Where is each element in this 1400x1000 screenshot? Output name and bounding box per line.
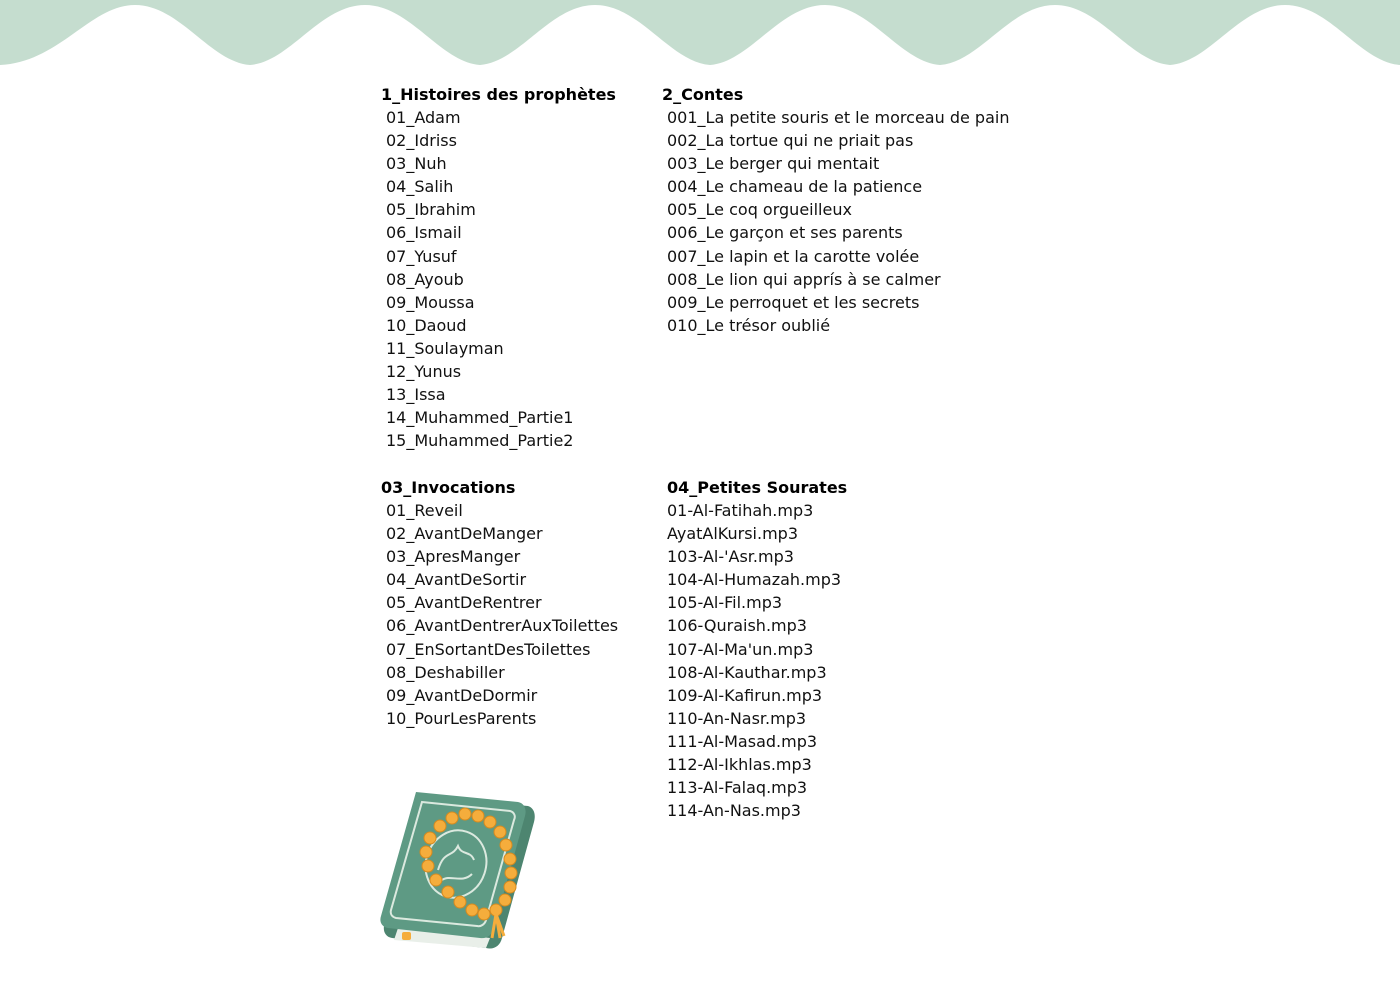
- list-item: 114-An-Nas.mp3: [667, 801, 801, 821]
- section-contes: [662, 83, 1009, 337]
- list-item: 005_Le coq orgueilleux: [667, 200, 852, 220]
- list-item: 08_Ayoub: [386, 269, 464, 289]
- list-item: 05_AvantDeRentrer: [386, 593, 542, 613]
- section-invocations: [381, 476, 618, 730]
- list-item: 002_La tortue qui ne priait pas: [667, 131, 914, 151]
- list-item: 009_Le perroquet et les secrets: [667, 292, 920, 312]
- list-invocations: [381, 499, 618, 730]
- list-item: 010_Le trésor oublié: [667, 315, 831, 335]
- list-item: 08_Deshabiller: [386, 662, 505, 682]
- list-item: 09_AvantDeDormir: [386, 685, 538, 705]
- list-item: 104-Al-Humazah.mp3: [667, 570, 842, 590]
- list-item: 06_Ismail: [386, 223, 462, 243]
- list-item: 03_Nuh: [386, 154, 447, 174]
- list-item: 112-Al-Ikhlas.mp3: [667, 755, 812, 775]
- list-item: 108-Al-Kauthar.mp3: [667, 662, 827, 682]
- list-item: 110-An-Nasr.mp3: [667, 708, 807, 728]
- list-item: 109-Al-Kafirun.mp3: [667, 685, 823, 705]
- list-contes: [662, 106, 1009, 337]
- list-item: 004_Le chameau de la patience: [667, 177, 923, 197]
- list-item: 008_Le lion qui apprís à se calmer: [667, 269, 941, 289]
- list-item: 01_Adam: [386, 108, 461, 127]
- list-item: 10_Daoud: [386, 315, 467, 335]
- list-item: 11_Soulayman: [386, 338, 504, 358]
- list-item: 103-Al-'Asr.mp3: [667, 547, 794, 567]
- list-item: 15_Muhammed_Partie2: [386, 431, 574, 451]
- section-prophets: [381, 83, 616, 452]
- list-item: 13_Issa: [386, 385, 446, 405]
- list-item: 07_EnSortantDesToilettes: [386, 639, 591, 659]
- list-item: 03_ApresManger: [386, 547, 521, 567]
- list-item: 006_Le garçon et ses parents: [667, 223, 903, 243]
- list-item: AyatAlKursi.mp3: [667, 524, 798, 544]
- list-item: 113-Al-Falaq.mp3: [667, 778, 808, 798]
- list-sourates: [667, 499, 847, 822]
- list-item: 01_Reveil: [386, 501, 463, 520]
- list-item: 001_La petite souris et le morceau de pain: [667, 108, 1010, 127]
- list-item: 111-Al-Masad.mp3: [667, 731, 818, 751]
- list-item: 007_Le lapin et la carotte volée: [667, 246, 920, 266]
- list-item: 105-Al-Fil.mp3: [667, 593, 783, 613]
- list-item: 14_Muhammed_Partie1: [386, 408, 574, 428]
- list-prophets: [381, 106, 616, 452]
- list-item: 06_AvantDentrerAuxToilettes: [386, 616, 619, 636]
- section-title-prophets: 1_Histoires des prophètes: [381, 85, 616, 104]
- list-item: 003_Le berger qui mentait: [667, 154, 880, 174]
- quran-book-with-prayer-beads-icon: [378, 788, 538, 953]
- list-item: 04_Salih: [386, 177, 454, 197]
- list-item: 07_Yusuf: [386, 246, 457, 266]
- section-title-sourates: 04_Petites Sourates: [667, 478, 848, 497]
- list-item: 106-Quraish.mp3: [667, 616, 807, 636]
- section-title-contes: 2_Contes: [662, 85, 744, 104]
- list-item: 12_Yunus: [386, 362, 462, 382]
- section-title-invocations: 03_Invocations: [381, 478, 516, 497]
- top-wave-decoration: [0, 0, 1400, 70]
- list-item: 10_PourLesParents: [386, 708, 537, 728]
- list-item: 02_Idriss: [386, 131, 457, 151]
- list-item: 05_Ibrahim: [386, 200, 476, 220]
- section-sourates: [667, 476, 847, 822]
- list-item: 09_Moussa: [386, 292, 475, 312]
- list-item: 107-Al-Ma'un.mp3: [667, 639, 814, 659]
- list-item: 02_AvantDeManger: [386, 524, 543, 544]
- list-item: 01-Al-Fatihah.mp3: [667, 501, 814, 520]
- list-item: 04_AvantDeSortir: [386, 570, 527, 590]
